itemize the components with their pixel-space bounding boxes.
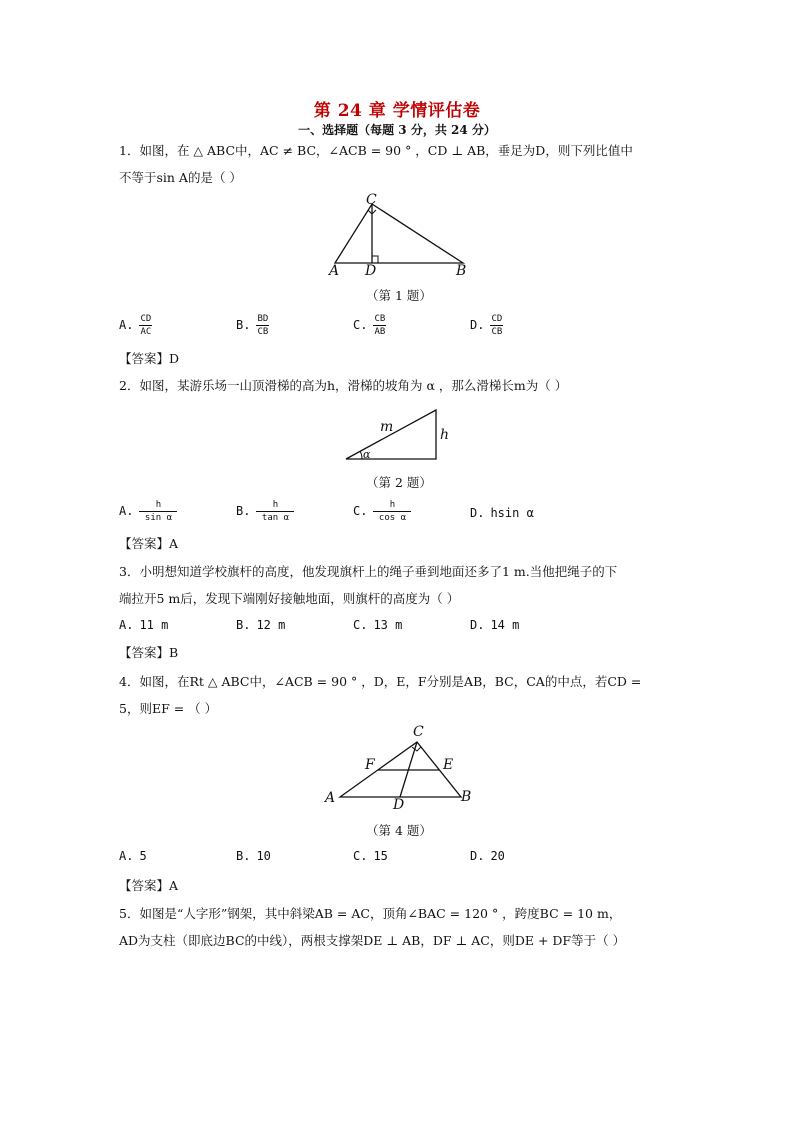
- q4-option-a: A. 5: [119, 849, 147, 863]
- figure-4-label-c: C: [413, 724, 424, 740]
- figure-2-label-m: m: [380, 419, 394, 435]
- figure-4-caption: （第 4 题）: [366, 823, 432, 838]
- q3-option-a: A. 11 m: [119, 618, 169, 632]
- figure-2-slide-triangle: [340, 398, 460, 466]
- figure-4-label-b: B: [461, 789, 472, 805]
- figure-2-label-h: h: [440, 427, 450, 443]
- q1-option-c: C. $\frac{CB}{AB}$: [353, 314, 386, 337]
- q4-option-b: B. 10: [236, 849, 271, 863]
- q4-option-d: D. 20: [470, 849, 505, 863]
- question-3-line-1: 3．小明想知道学校旗杆的高度，他发现旗杆上的绳子垂到地面还多了1 m.当他把绳子的下: [119, 564, 618, 579]
- page-title: 第 24 章 学情评估卷: [313, 101, 481, 121]
- q3-option-d: D. 14 m: [470, 618, 520, 632]
- section-heading: 一、选择题（每题 3 分，共 24 分）: [298, 123, 496, 137]
- q2-option-d: D. hsin α: [470, 506, 534, 520]
- q3-answer: 【答案】B: [119, 645, 179, 660]
- q1-answer: 【答案】D: [119, 351, 180, 366]
- figure-1-label-c: C: [366, 192, 377, 208]
- figure-1-right-triangle: [320, 190, 480, 280]
- question-5-line-2: AD为支柱（即底边BC的中线），两根支撑架DE ⊥ AB，DF ⊥ AC，则DE + DF等于（ ）: [119, 933, 626, 948]
- q1-option-b: B. $\frac{BD}{CB}$: [236, 314, 269, 337]
- q2-answer: 【答案】A: [119, 536, 179, 551]
- figure-1-caption: （第 1 题）: [366, 288, 432, 303]
- figure-4-label-d: D: [393, 797, 405, 812]
- question-5-line-1: 5．如图是“人字形”钢架，其中斜梁AB = AC，顶角∠BAC = 120 ° ，跨度BC = 10 m，: [119, 906, 622, 921]
- figure-1-label-d: D: [365, 263, 377, 279]
- q4-option-c: C. 15: [353, 849, 388, 863]
- figure-4-label-e: E: [443, 757, 454, 773]
- figure-1-label-b: B: [456, 263, 467, 279]
- q3-option-b: B. 12 m: [236, 618, 286, 632]
- q2-option-a: A. $\frac{h}{\text{sin α}}$: [119, 500, 177, 523]
- q4-answer: 【答案】A: [119, 878, 179, 893]
- figure-1-label-a: A: [329, 263, 340, 279]
- question-3-line-2: 端拉开5 m后，发现下端刚好接触地面，则旗杆的高度为（ ）: [119, 591, 460, 606]
- question-1-line-1: 1．如图，在 △ ABC中，AC ≠ BC，∠ACB = 90 ° ，CD ⊥ AB，垂足为D，则下列比值中: [119, 143, 633, 158]
- figure-2-caption: （第 2 题）: [366, 475, 432, 490]
- question-4-line-1: 4．如图，在Rt △ ABC中，∠ACB = 90 ° ，D，E，F分别是AB，BC，CA的中点，若CD =: [119, 674, 642, 689]
- question-2-line-1: 2．如图，某游乐场一山顶滑梯的高为h，滑梯的坡角为 α ，那么滑梯长m为（ ）: [119, 378, 568, 393]
- figure-2-label-alpha: α: [363, 448, 371, 461]
- q2-option-b: B. $\frac{h}{\text{tan α}}$: [236, 500, 294, 523]
- q1-option-d: D. $\frac{CD}{CB}$: [470, 314, 503, 337]
- q2-option-c: C. $\frac{h}{\text{cos α}}$: [353, 500, 411, 523]
- figure-4-midpoint-triangle: [320, 720, 480, 812]
- question-1-line-2: 不等于sin A的是（ ）: [119, 170, 242, 185]
- q3-option-c: C. 13 m: [353, 618, 403, 632]
- figure-4-label-f: F: [365, 757, 375, 773]
- q1-option-a: A. $\frac{CD}{AC}$: [119, 314, 152, 337]
- figure-4-label-a: A: [325, 790, 336, 806]
- question-4-line-2: 5，则EF = （ ）: [119, 701, 218, 716]
